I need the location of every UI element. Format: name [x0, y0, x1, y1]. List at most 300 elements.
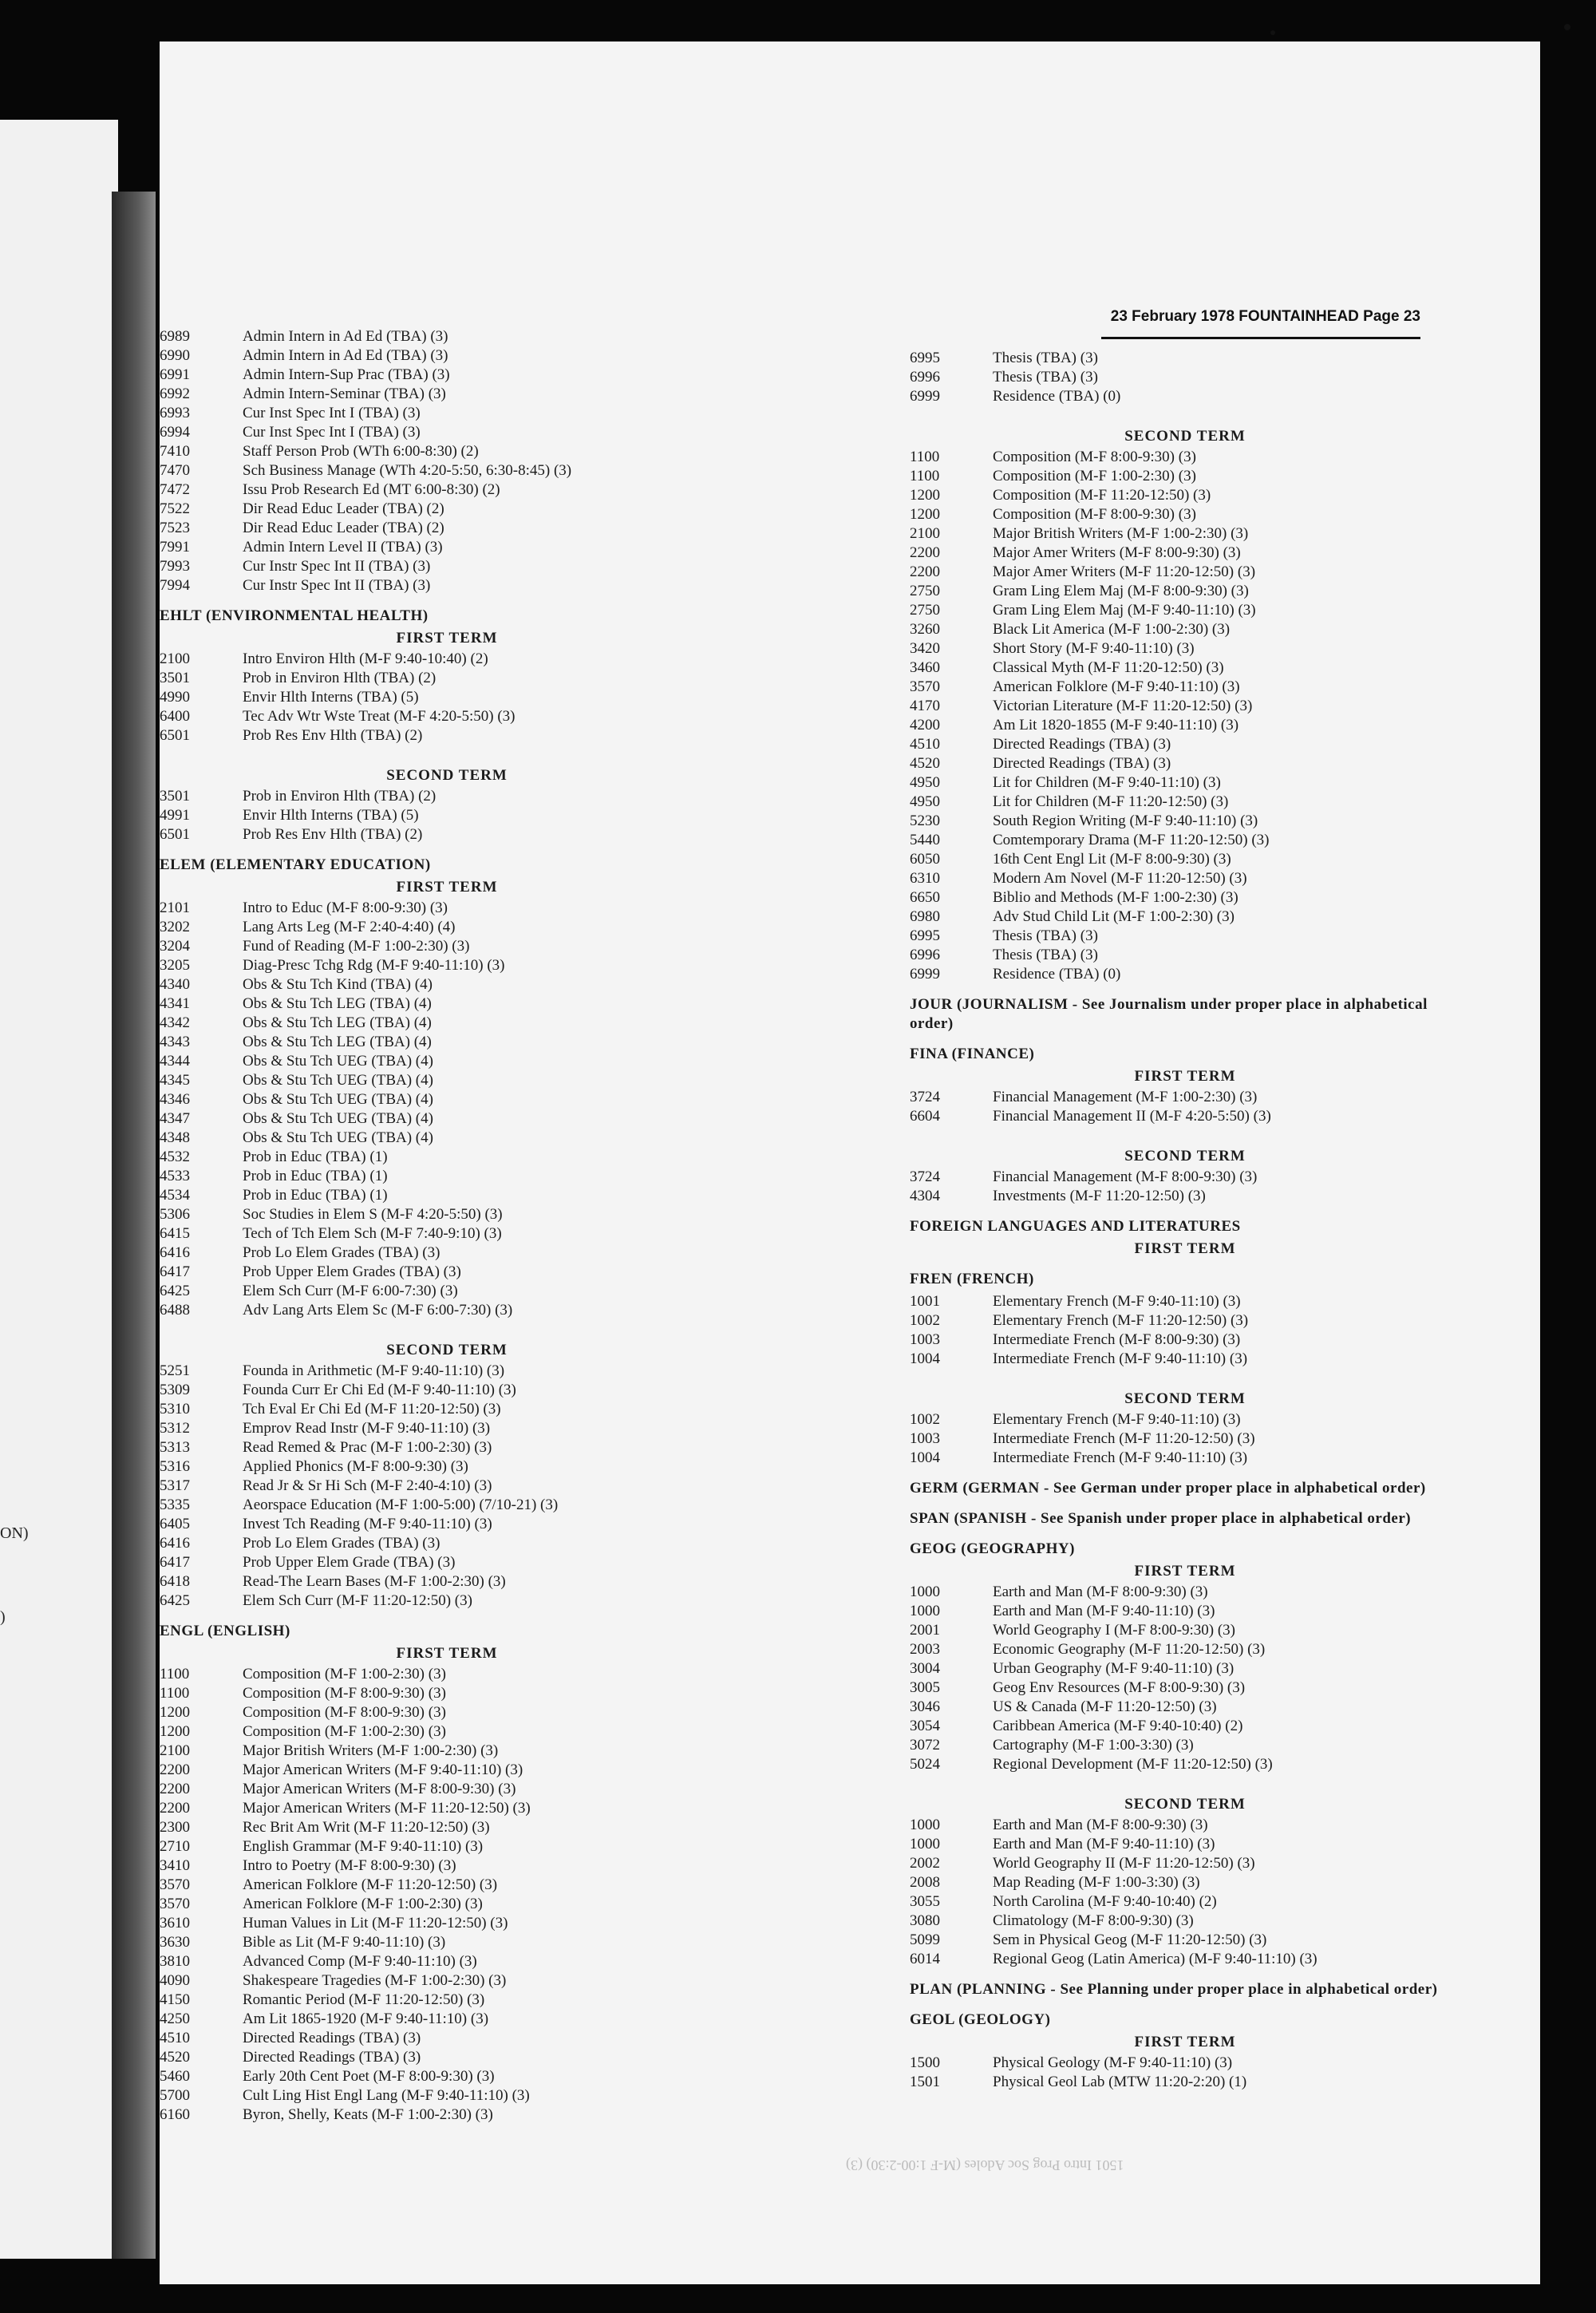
course-row [160, 1052, 734, 1071]
course-title: South Region Writing (M-F 9:40-11:10) (3) [993, 813, 1258, 829]
course-row [910, 544, 1460, 563]
course-row [160, 1952, 734, 1971]
course-title: Intermediate French (M-F 9:40-11:10) (3) [993, 1449, 1248, 1466]
course-title: Obs & Stu Tch UEG (TBA) (4) [243, 1110, 433, 1127]
course-row [910, 907, 1460, 927]
course-title: Fund of Reading (M-F 1:00-2:30) (3) [243, 938, 470, 955]
course-number: 5317 [160, 1477, 190, 1494]
course-number: 6650 [910, 889, 940, 906]
course-row [160, 1263, 734, 1282]
course-title: Lang Arts Leg (M-F 2:40-4:40) (4) [243, 919, 456, 935]
course-title: Cur Instr Spec Int II (TBA) (3) [243, 577, 431, 594]
course-row [910, 368, 1460, 387]
course-title: Regional Development (M-F 11:20-12:50) (3) [993, 1756, 1273, 1773]
course-row [160, 1991, 734, 2010]
course-row [910, 1659, 1460, 1678]
course-title: Tech of Tch Elem Sch (M-F 7:40-9:10) (3) [243, 1225, 502, 1242]
department-section [910, 1540, 1460, 1969]
course-title: Bible as Lit (M-F 9:40-11:10) (3) [243, 1934, 446, 1951]
right-column [910, 349, 1460, 2092]
course-row [910, 1429, 1460, 1449]
course-row [160, 1129, 734, 1148]
course-row [160, 1109, 734, 1129]
course-row [910, 831, 1460, 850]
course-row [910, 697, 1460, 716]
course-row [160, 423, 734, 442]
course-number: 6417 [160, 1554, 190, 1571]
course-number: 6405 [160, 1516, 190, 1532]
course-row [910, 1873, 1460, 1892]
course-row [910, 658, 1460, 678]
course-row [160, 366, 734, 385]
course-number: 2750 [910, 583, 940, 599]
course-number: 2200 [160, 1761, 190, 1778]
course-title: Major Amer Writers (M-F 8:00-9:30) (3) [993, 544, 1241, 561]
course-row [160, 1496, 734, 1515]
course-number: 3630 [160, 1934, 190, 1951]
course-row [910, 1583, 1460, 1602]
course-title: Romantic Period (M-F 11:20-12:50) (3) [243, 1991, 485, 2008]
course-title: Directed Readings (TBA) (3) [993, 736, 1171, 753]
course-number: 3724 [910, 1089, 940, 1105]
course-number: 2200 [910, 563, 940, 580]
course-row [910, 1698, 1460, 1717]
department-heading: GEOG (GEOGRAPHY) [910, 1540, 1075, 1557]
course-title: Thesis (TBA) (3) [993, 369, 1098, 386]
course-number: 6417 [160, 1263, 190, 1280]
course-row [910, 869, 1460, 888]
department-section [910, 995, 1460, 1034]
course-title: Caribbean America (M-F 9:40-10:40) (2) [993, 1718, 1243, 1734]
course-number: 2100 [160, 650, 190, 667]
course-row [160, 918, 734, 937]
course-title: Composition (M-F 1:00-2:30) (3) [243, 1723, 446, 1740]
course-number: 5306 [160, 1206, 190, 1223]
course-row [910, 965, 1460, 984]
course-title: Thesis (TBA) (3) [993, 947, 1098, 963]
course-row [160, 385, 734, 404]
course-number: 6501 [160, 826, 190, 843]
course-number: 3501 [160, 788, 190, 805]
course-title: Obs & Stu Tch LEG (TBA) (4) [243, 1014, 432, 1031]
term-heading: FIRST TERM [1134, 2034, 1236, 2050]
course-title: Obs & Stu Tch UEG (TBA) (4) [243, 1072, 433, 1089]
course-title: Major American Writers (M-F 9:40-11:10) (3) [243, 1761, 523, 1778]
course-number: 6992 [160, 386, 190, 402]
course-number: 3570 [160, 1876, 190, 1893]
course-row [160, 688, 734, 707]
course-title: Thesis (TBA) (3) [993, 350, 1098, 366]
course-number: 3080 [910, 1912, 940, 1929]
course-number: 4340 [160, 976, 190, 993]
course-row [160, 787, 734, 806]
course-number: 3501 [160, 670, 190, 686]
course-title: Byron, Shelly, Keats (M-F 1:00-2:30) (3) [243, 2106, 493, 2123]
course-title: Elementary French (M-F 9:40-11:10) (3) [993, 1411, 1241, 1428]
course-title: Shakespeare Tragedies (M-F 1:00-2:30) (3) [243, 1972, 507, 1989]
course-title: Diag-Presc Tchg Rdg (M-F 9:40-11:10) (3) [243, 957, 505, 974]
course-number: 4170 [910, 698, 940, 714]
course-row [910, 1350, 1460, 1369]
course-number: 6416 [160, 1535, 190, 1552]
course-number: 3004 [910, 1660, 940, 1677]
course-row [910, 1088, 1460, 1107]
course-title: Major British Writers (M-F 1:00-2:30) (3) [243, 1742, 499, 1759]
course-title: Composition (M-F 8:00-9:30) (3) [243, 1685, 446, 1702]
course-title: Physical Geology (M-F 9:40-11:10) (3) [993, 2054, 1233, 2071]
course-title: Obs & Stu Tch UEG (TBA) (4) [243, 1091, 433, 1108]
course-number: 1003 [910, 1430, 940, 1447]
course-row [160, 2067, 734, 2086]
course-number: 1002 [910, 1312, 940, 1329]
course-title: Directed Readings (TBA) (3) [243, 2049, 421, 2066]
course-row [910, 563, 1460, 582]
course-row [160, 899, 734, 918]
course-row [160, 1971, 734, 1991]
course-title: Emprov Read Instr (M-F 9:40-11:10) (3) [243, 1420, 491, 1437]
department-heading: ENGL (ENGLISH) [160, 1623, 290, 1639]
course-number: 4520 [910, 755, 940, 772]
course-title: Urban Geography (M-F 9:40-11:10) (3) [993, 1660, 1235, 1677]
course-row [910, 754, 1460, 773]
course-row [910, 601, 1460, 620]
adjacent-page-fragment: ON) [0, 1524, 29, 1542]
course-number: 6996 [910, 947, 940, 963]
course-row [910, 349, 1460, 368]
course-number: 6425 [160, 1592, 190, 1609]
course-title: Elem Sch Curr (M-F 11:20-12:50) (3) [243, 1592, 472, 1609]
course-row [160, 1856, 734, 1876]
course-row [910, 927, 1460, 946]
course-title: Cur Inst Spec Int I (TBA) (3) [243, 405, 421, 421]
course-row [160, 1457, 734, 1477]
course-number: 2200 [160, 1781, 190, 1797]
course-number: 6604 [910, 1108, 940, 1125]
course-title: Founda in Arithmetic (M-F 9:40-11:10) (3) [243, 1362, 505, 1379]
course-title: Cur Inst Spec Int I (TBA) (3) [243, 424, 421, 441]
course-number: 4341 [160, 995, 190, 1012]
course-row [160, 2105, 734, 2125]
course-number: 5460 [160, 2068, 190, 2085]
term-heading: FIRST TERM [1134, 1240, 1236, 1257]
course-row [910, 1602, 1460, 1621]
course-title: Elementary French (M-F 11:20-12:50) (3) [993, 1312, 1249, 1329]
course-row [160, 480, 734, 500]
course-number: 4200 [910, 717, 940, 733]
course-row [910, 1107, 1460, 1126]
department-section [160, 327, 734, 595]
course-title: Biblio and Methods (M-F 1:00-2:30) (3) [993, 889, 1238, 906]
course-title: Envir Hlth Interns (TBA) (5) [243, 807, 419, 824]
course-title: Composition (M-F 11:20-12:50) (3) [993, 487, 1211, 504]
course-row [160, 1553, 734, 1572]
course-row [910, 1912, 1460, 1931]
course-title: Intro to Poetry (M-F 8:00-9:30) (3) [243, 1857, 456, 1874]
course-title: Classical Myth (M-F 11:20-12:50) (3) [993, 659, 1224, 676]
course-number: 6990 [160, 347, 190, 364]
course-row [910, 946, 1460, 965]
course-row [160, 1780, 734, 1799]
course-title: Intermediate French (M-F 11:20-12:50) (3) [993, 1430, 1255, 1447]
course-title: Envir Hlth Interns (TBA) (5) [243, 689, 419, 706]
course-row [910, 2054, 1460, 2073]
course-number: 7523 [160, 520, 190, 536]
course-title: Obs & Stu Tch UEG (TBA) (4) [243, 1129, 433, 1146]
course-title: Map Reading (M-F 1:00-3:30) (3) [993, 1874, 1200, 1891]
term-heading: SECOND TERM [1124, 428, 1246, 445]
course-title: Lit for Children (M-F 9:40-11:10) (3) [993, 774, 1221, 791]
course-row [160, 937, 734, 956]
course-title: Lit for Children (M-F 11:20-12:50) (3) [993, 793, 1229, 810]
course-row [160, 2029, 734, 2048]
course-title: Prob in Educ (TBA) (1) [243, 1187, 388, 1204]
course-number: 2100 [910, 525, 940, 542]
course-row [160, 1914, 734, 1933]
course-row [160, 1362, 734, 1381]
course-row [910, 888, 1460, 907]
course-row [910, 1410, 1460, 1429]
term-heading: FIRST TERM [1134, 1563, 1236, 1580]
course-row [160, 1419, 734, 1438]
course-number: 1100 [910, 468, 940, 484]
course-number: 2200 [160, 1800, 190, 1817]
course-row [910, 524, 1460, 544]
course-row [160, 500, 734, 519]
course-title: Comtemporary Drama (M-F 11:20-12:50) (3) [993, 832, 1270, 848]
course-number: 1200 [160, 1723, 190, 1740]
course-number: 2001 [910, 1622, 940, 1639]
course-number: 6014 [910, 1951, 940, 1967]
course-number: 5313 [160, 1439, 190, 1456]
course-number: 1100 [160, 1666, 190, 1682]
department-heading: GERM (GERMAN - See German under proper place in alphabetical order) [910, 1480, 1426, 1497]
course-title: Issu Prob Research Ed (MT 6:00-8:30) (2) [243, 481, 500, 498]
course-number: 1001 [910, 1293, 940, 1310]
left-column [160, 327, 734, 2125]
course-title: Prob in Educ (TBA) (1) [243, 1168, 388, 1184]
course-row [160, 956, 734, 975]
course-title: Financial Management (M-F 1:00-2:30) (3) [993, 1089, 1258, 1105]
course-title: Prob in Educ (TBA) (1) [243, 1149, 388, 1165]
course-title: Prob in Environ Hlth (TBA) (2) [243, 788, 437, 805]
course-title: Admin Intern Level II (TBA) (3) [243, 539, 443, 556]
course-row [160, 994, 734, 1014]
course-title: Earth and Man (M-F 8:00-9:30) (3) [993, 1817, 1208, 1833]
course-row [160, 1205, 734, 1224]
course-title: Prob Res Env Hlth (TBA) (2) [243, 826, 423, 843]
course-number: 4991 [160, 807, 190, 824]
course-number: 6991 [160, 366, 190, 383]
course-title: Prob in Environ Hlth (TBA) (2) [243, 670, 437, 686]
course-number: 2300 [160, 1819, 190, 1836]
course-number: 3055 [910, 1893, 940, 1910]
course-number: 3072 [910, 1737, 940, 1754]
page-spine-shadow [112, 192, 156, 2259]
course-row [160, 1148, 734, 1167]
course-row [910, 448, 1460, 467]
course-number: 7410 [160, 443, 190, 460]
department-section [910, 1217, 1460, 1259]
course-number: 6999 [910, 966, 940, 983]
course-number: 3810 [160, 1953, 190, 1970]
course-row [910, 1854, 1460, 1873]
course-number: 5700 [160, 2087, 190, 2104]
course-number: 6310 [910, 870, 940, 887]
course-number: 1100 [160, 1685, 190, 1702]
course-row [160, 1818, 734, 1837]
course-row [160, 1381, 734, 1400]
term-heading: FIRST TERM [396, 1645, 498, 1662]
course-title: World Geography I (M-F 8:00-9:30) (3) [993, 1622, 1235, 1639]
department-heading: GEOL (GEOLOGY) [910, 2011, 1051, 2028]
course-number: 4533 [160, 1168, 190, 1184]
course-title: Gram Ling Elem Maj (M-F 9:40-11:10) (3) [993, 602, 1256, 619]
course-number: 2750 [910, 602, 940, 619]
course-row [160, 707, 734, 726]
course-row [910, 639, 1460, 658]
course-title: Financial Management (M-F 8:00-9:30) (3) [993, 1168, 1258, 1185]
course-number: 6418 [160, 1573, 190, 1590]
course-title: Intermediate French (M-F 9:40-11:10) (3) [993, 1350, 1248, 1367]
course-row [160, 1572, 734, 1591]
course-row [160, 2010, 734, 2029]
course-number: 6501 [160, 727, 190, 744]
course-number: 5440 [910, 832, 940, 848]
department-heading: SPAN (SPANISH - See Spanish under proper place in alphabetical order) [910, 1510, 1412, 1527]
course-row [910, 1621, 1460, 1640]
course-title: Obs & Stu Tch UEG (TBA) (4) [243, 1053, 433, 1070]
course-row [160, 1837, 734, 1856]
course-title: English Grammar (M-F 9:40-11:10) (3) [243, 1838, 484, 1855]
course-number: 1004 [910, 1449, 940, 1466]
course-number: 7994 [160, 577, 190, 594]
course-row [160, 650, 734, 669]
course-row [910, 1678, 1460, 1698]
course-title: Black Lit America (M-F 1:00-2:30) (3) [993, 621, 1231, 638]
department-section [910, 1980, 1460, 1999]
course-number: 4534 [160, 1187, 190, 1204]
course-row [910, 1449, 1460, 1468]
department-heading: EHLT (ENVIRONMENTAL HEALTH) [160, 607, 429, 624]
course-title: Invest Tch Reading (M-F 9:40-11:10) (3) [243, 1516, 492, 1532]
course-number: 3420 [910, 640, 940, 657]
course-title: Prob Lo Elem Grades (TBA) (3) [243, 1535, 440, 1552]
course-row [160, 1761, 734, 1780]
course-title: Dir Read Educ Leader (TBA) (2) [243, 520, 444, 536]
course-number: 7522 [160, 500, 190, 517]
term-heading: SECOND TERM [1124, 1390, 1246, 1407]
course-row [160, 1301, 734, 1320]
course-number: 5312 [160, 1420, 190, 1437]
course-number: 3204 [160, 938, 190, 955]
scan-speck [1270, 30, 1275, 35]
course-number: 5230 [910, 813, 940, 829]
course-row [160, 538, 734, 557]
course-number: 4343 [160, 1034, 190, 1050]
term-heading: SECOND TERM [386, 767, 508, 784]
course-row [910, 1816, 1460, 1835]
course-number: 4090 [160, 1972, 190, 1989]
course-title: Read Remed & Prac (M-F 1:00-2:30) (3) [243, 1439, 492, 1456]
course-number: 1200 [910, 487, 940, 504]
course-number: 3570 [160, 1896, 190, 1912]
course-number: 4347 [160, 1110, 190, 1127]
course-row [160, 327, 734, 346]
course-number: 5251 [160, 1362, 190, 1379]
course-number: 1000 [910, 1584, 940, 1600]
course-row [160, 1722, 734, 1742]
department-section [910, 1045, 1460, 1206]
course-row [160, 1895, 734, 1914]
course-title: US & Canada (M-F 11:20-12:50) (3) [993, 1698, 1217, 1715]
course-number: 5310 [160, 1401, 190, 1417]
course-row [910, 1931, 1460, 1950]
course-number: 6994 [160, 424, 190, 441]
course-number: 1002 [910, 1411, 940, 1428]
course-row [160, 1665, 734, 1684]
course-title: Admin Intern in Ad Ed (TBA) (3) [243, 347, 448, 364]
course-title: 16th Cent Engl Lit (M-F 8:00-9:30) (3) [993, 851, 1231, 868]
course-title: Elementary French (M-F 9:40-11:10) (3) [993, 1293, 1241, 1310]
course-number: 6999 [910, 388, 940, 405]
course-number: 6488 [160, 1302, 190, 1319]
page-header: 23 February 1978 FOUNTAINHEAD Page 23 [1101, 308, 1420, 339]
course-title: Prob Upper Elem Grade (TBA) (3) [243, 1554, 456, 1571]
course-row [160, 1703, 734, 1722]
course-row [910, 505, 1460, 524]
course-row [160, 1876, 734, 1895]
course-row [160, 1090, 734, 1109]
course-number: 3570 [910, 678, 940, 695]
department-section [160, 1622, 734, 2125]
course-row [910, 1187, 1460, 1206]
department-section [910, 1270, 1460, 1468]
department-heading: FINA (FINANCE) [910, 1046, 1035, 1062]
course-title: Obs & Stu Tch LEG (TBA) (4) [243, 995, 432, 1012]
course-title: Major American Writers (M-F 8:00-9:30) (3) [243, 1781, 516, 1797]
course-row [160, 442, 734, 461]
course-title: Composition (M-F 1:00-2:30) (3) [243, 1666, 446, 1682]
course-number: 4342 [160, 1014, 190, 1031]
course-number: 4510 [160, 2030, 190, 2046]
course-number: 2008 [910, 1874, 940, 1891]
course-number: 3054 [910, 1718, 940, 1734]
course-row [910, 582, 1460, 601]
course-row [910, 773, 1460, 793]
course-row [160, 669, 734, 688]
course-row [160, 1684, 734, 1703]
course-row [910, 620, 1460, 639]
course-row [160, 1799, 734, 1818]
course-number: 4348 [160, 1129, 190, 1146]
course-title: Geog Env Resources (M-F 8:00-9:30) (3) [993, 1679, 1246, 1696]
course-number: 1100 [910, 449, 940, 465]
course-number: 3205 [160, 957, 190, 974]
course-title: Prob Lo Elem Grades (TBA) (3) [243, 1244, 440, 1261]
course-row [910, 1717, 1460, 1736]
course-title: Prob Upper Elem Grades (TBA) (3) [243, 1263, 461, 1280]
course-row [160, 1477, 734, 1496]
course-number: 3410 [160, 1857, 190, 1874]
term-heading: SECOND TERM [1124, 1796, 1246, 1813]
course-row [160, 1933, 734, 1952]
course-number: 6416 [160, 1244, 190, 1261]
course-number: 4950 [910, 774, 940, 791]
term-heading: FIRST TERM [396, 879, 498, 896]
course-row [160, 404, 734, 423]
course-title: Earth and Man (M-F 8:00-9:30) (3) [993, 1584, 1208, 1600]
course-title: Gram Ling Elem Maj (M-F 8:00-9:30) (3) [993, 583, 1249, 599]
